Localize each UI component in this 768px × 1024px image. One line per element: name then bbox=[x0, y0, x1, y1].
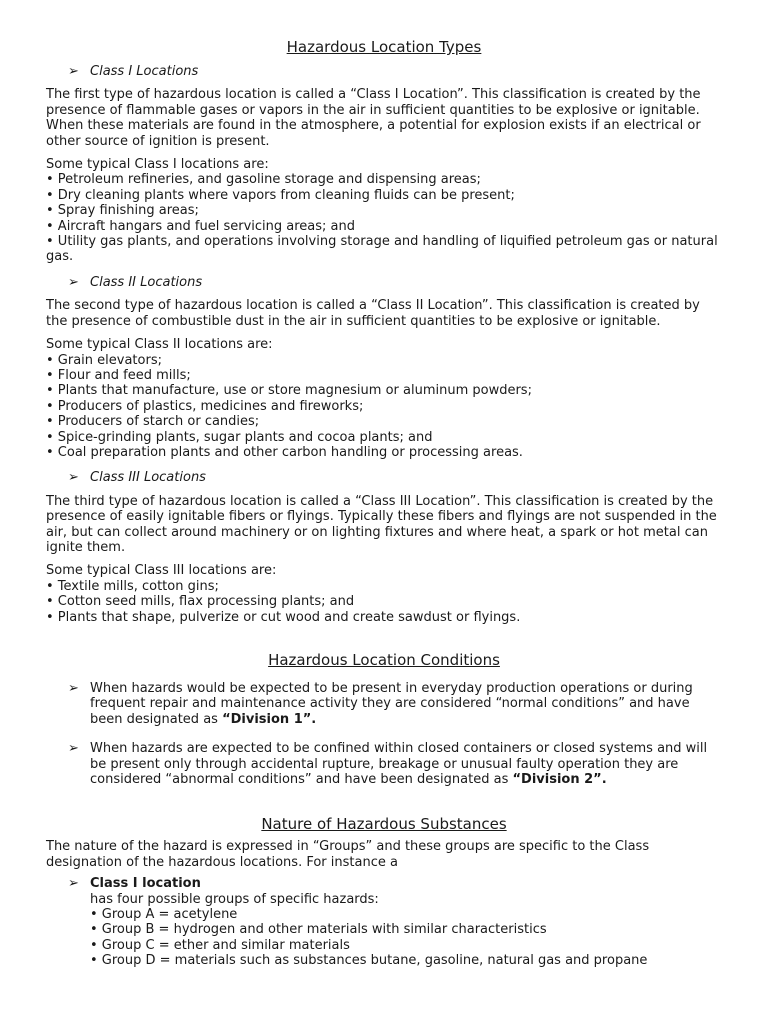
class2-list-intro: Some typical Class II locations are: bbox=[46, 337, 273, 353]
arrow-bullet-icon: ➢ bbox=[68, 64, 79, 79]
list-item: • Plants that shape, pulverize or cut wood and create sawdust or flyings. bbox=[46, 609, 521, 625]
list-item: • Flour and feed mills; bbox=[46, 367, 191, 383]
list-item: • Producers of starch or candies; bbox=[46, 414, 260, 430]
list-item: • Plants that manufacture, use or store magnesium or aluminum powders; bbox=[46, 383, 532, 399]
class2-heading-text: Class II Locations bbox=[90, 274, 203, 290]
division-label: “Division 2”. bbox=[512, 772, 607, 788]
nature-intro: The nature of the hazard is expressed in “Groups” and these groups are specific to the Class designation of the hazardous locations. For instance a bbox=[46, 839, 650, 870]
condition-body: When hazards are expected to be confined within closed containers or closed systems and will be present only through accidental rupture, breakage or unusual faulty operation they are considered “abnormal conditions” and have been designated as bbox=[90, 741, 708, 788]
list-item: • Aircraft hangars and fuel servicing areas; and bbox=[46, 218, 355, 234]
class3-list-intro: Some typical Class III locations are: bbox=[46, 563, 277, 579]
class1-heading-text: Class I Locations bbox=[90, 64, 199, 79]
list-item: • Group B = hydrogen and other materials with similar characteristics bbox=[90, 922, 547, 938]
list-item: • Group C = ether and similar materials bbox=[90, 937, 350, 953]
group-list bbox=[90, 876, 647, 968]
list-item: • Group D = materials such as substances butane, gasoline, natural gas and propane bbox=[90, 953, 648, 969]
arrow-bullet-icon: ➢ bbox=[68, 470, 79, 486]
section-title-location-types: Hazardous Location Types bbox=[286, 38, 482, 56]
class1-heading bbox=[68, 64, 722, 79]
list-item: • Cotton seed mills, flax processing plants; and bbox=[46, 594, 355, 610]
class3-heading-text: Class III Locations bbox=[90, 470, 206, 486]
condition-division-1 bbox=[68, 681, 722, 727]
section-title-location-conditions: Hazardous Location Conditions bbox=[268, 651, 500, 669]
arrow-bullet-icon: ➢ bbox=[68, 876, 79, 892]
arrow-bullet-icon: ➢ bbox=[68, 274, 79, 290]
list-item: • Petroleum refineries, and gasoline storage and dispensing areas; bbox=[46, 172, 481, 188]
class1-list bbox=[46, 157, 722, 265]
class3-list bbox=[46, 563, 722, 625]
arrow-bullet-icon: ➢ bbox=[68, 681, 79, 696]
group-lead-rest: has four possible groups of specific hazards: bbox=[90, 891, 379, 907]
group-lead-bold: Class I location bbox=[90, 876, 201, 892]
class2-list bbox=[46, 337, 722, 460]
list-item: • Group A = acetylene bbox=[90, 907, 238, 923]
list-item: • Spray finishing areas; bbox=[46, 203, 199, 219]
list-item: • Producers of plastics, medicines and fireworks; bbox=[46, 398, 364, 414]
list-item: • Textile mills, cotton gins; bbox=[46, 578, 219, 594]
division-label: “Division 1”. bbox=[222, 711, 317, 727]
class2-heading bbox=[68, 275, 722, 290]
class2-intro: The second type of hazardous location is called a “Class II Location”. This classification is created by the presence of combustible dust in the air in sufficient quantities to be explosive or ignitable. bbox=[46, 298, 700, 329]
group-lead bbox=[90, 876, 647, 907]
condition-text bbox=[90, 681, 722, 727]
arrow-bullet-icon: ➢ bbox=[68, 741, 79, 757]
class1-groups bbox=[68, 876, 722, 968]
class1-intro: The first type of hazardous location is called a “Class I Location”. This classification is created by the presence of flammable gases or vapors in the air in sufficient quantities to be explosive or ignitable. When these materials are found in the atmosphere, a potential for explosion exists if an electrical or other source of ignition is present. bbox=[46, 87, 701, 149]
list-item: • Spice-grinding plants, sugar plants and cocoa plants; and bbox=[46, 429, 433, 445]
list-item: • Utility gas plants, and operations involving storage and handling of liquified petroleum gas or natural gas. bbox=[46, 234, 718, 265]
condition-text bbox=[90, 741, 722, 787]
section-title-hazardous-substances: Nature of Hazardous Substances bbox=[261, 815, 507, 834]
class3-intro: The third type of hazardous location is called a “Class III Location”. This classification is created by the presence of easily ignitable fibers or flyings. Typically these fibers and flyings are not suspended in the air, but can collect around machinery or on lighting fixtures and where heat, a spark or hot metal can ignite them. bbox=[46, 493, 717, 555]
condition-body: When hazards would be expected to be present in everyday production operations or during frequent repair and maintenance activity they are considered “normal conditions” and have been designated as bbox=[90, 681, 693, 727]
list-item: • Grain elevators; bbox=[46, 352, 162, 368]
list-item: • Coal preparation plants and other carbon handling or processing areas. bbox=[46, 444, 523, 460]
list-item: • Dry cleaning plants where vapors from cleaning fluids can be present; bbox=[46, 187, 515, 203]
class1-list-intro: Some typical Class I locations are: bbox=[46, 157, 269, 173]
condition-division-2 bbox=[68, 741, 722, 787]
class3-heading bbox=[68, 470, 722, 485]
